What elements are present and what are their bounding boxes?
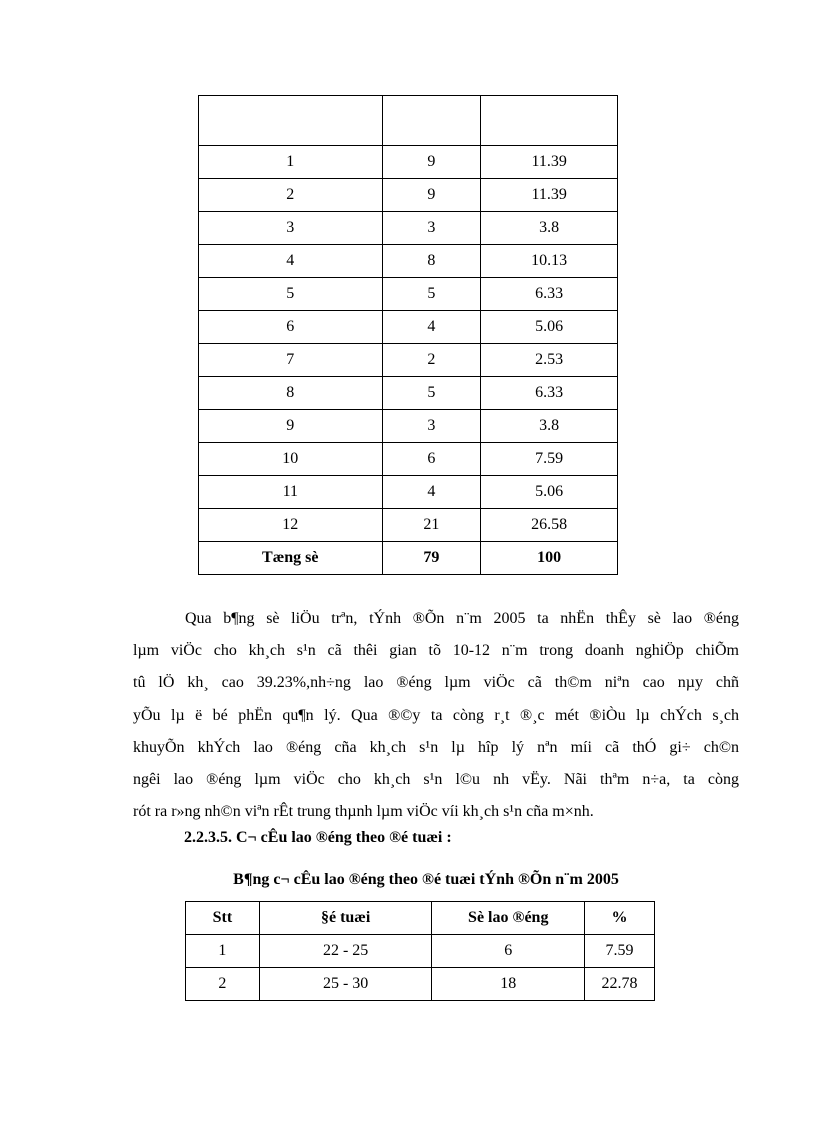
- table-row: [186, 935, 655, 968]
- table-cell: 5.06: [481, 311, 618, 344]
- table-row: [199, 146, 618, 179]
- table-cell: 18: [432, 968, 585, 1001]
- paragraph-line: Qua b¶ng sè liÖu trªn, tÝnh ®Õn n¨m 2005 ta nhËn thÊy sè lao ®éng: [185, 610, 739, 627]
- table-header-row: [186, 902, 655, 935]
- table-cell: 2.53: [481, 344, 618, 377]
- total-row: [199, 542, 618, 575]
- table-cell: 9: [382, 146, 481, 179]
- table-row: [199, 410, 618, 443]
- header-cell: [199, 96, 383, 146]
- table-cell: 25 - 30: [259, 968, 432, 1001]
- table-row: [186, 968, 655, 1001]
- table-cell: 22 - 25: [259, 935, 432, 968]
- table-cell: 7: [199, 344, 383, 377]
- staff-by-age-table: [185, 901, 655, 1001]
- table-cell: 4: [382, 311, 481, 344]
- table-caption-text: B¶ng c¬ cÊu lao ®éng theo ®é tuæi tÝnh ®Õn n¨m 2005: [233, 871, 619, 888]
- table-row: [199, 377, 618, 410]
- table-cell: 1: [199, 146, 383, 179]
- table-cell: 3: [382, 212, 481, 245]
- table-cell: 7.59: [585, 935, 655, 968]
- table-header-row: [199, 96, 618, 146]
- table-cell: 4: [199, 245, 383, 278]
- table-cell: 9: [382, 179, 481, 212]
- table-cell: 22.78: [585, 968, 655, 1001]
- table-row: [199, 476, 618, 509]
- table-row: [199, 311, 618, 344]
- analysis-paragraph: [133, 603, 739, 828]
- table-cell: 11: [199, 476, 383, 509]
- table-row: [199, 443, 618, 476]
- paragraph-line: tû lÖ kh¸ cao 39.23%,nh÷ng lao ®éng lµm viÖc cã th©m niªn cao nµy chñ: [133, 674, 739, 692]
- table-cell: 10.13: [481, 245, 618, 278]
- table-cell: 10: [199, 443, 383, 476]
- table-cell: 3: [199, 212, 383, 245]
- paragraph-line: rót ra r»ng nh©n viªn rÊt trung thµnh lµm viÖc víi kh¸ch s¹n cña m×nh.: [133, 803, 594, 821]
- header-cell: [481, 96, 618, 146]
- table-row: [199, 509, 618, 542]
- table-row: [199, 344, 618, 377]
- table-cell: 2: [186, 968, 260, 1001]
- table-caption: [0, 871, 816, 889]
- section-heading: 2.2.3.5. C¬ cÊu lao ®éng theo ®é tuæi :: [184, 829, 452, 846]
- table-cell: 2: [382, 344, 481, 377]
- table-cell: 6: [199, 311, 383, 344]
- header-cell: Stt: [186, 902, 260, 935]
- table-row: [199, 245, 618, 278]
- table-cell: 11.39: [481, 179, 618, 212]
- table-row: [199, 278, 618, 311]
- table-cell: 79: [382, 542, 481, 575]
- paragraph-line: yÕu lµ ë bé phËn qu¶n lý. Qua ®©y ta còng r¸t ®¸c mét ®iÒu lµ chÝch s¸ch: [133, 706, 739, 724]
- header-cell: §é tuæi: [259, 902, 432, 935]
- table-row: [199, 212, 618, 245]
- header-cell: [382, 96, 481, 146]
- table-cell: 6: [432, 935, 585, 968]
- table-cell: 100: [481, 542, 618, 575]
- table-cell: 6.33: [481, 377, 618, 410]
- table-cell: 3: [382, 410, 481, 443]
- table-cell: 5.06: [481, 476, 618, 509]
- paragraph-line: khuyÕn khÝch lao ®éng cña kh¸ch s¹n lµ hîp lý nªn míi cã thÓ gi÷ ch©n: [133, 738, 739, 756]
- table-cell: 5: [382, 278, 481, 311]
- table-cell: 3.8: [481, 212, 618, 245]
- table-cell: 26.58: [481, 509, 618, 542]
- table-cell: 5: [199, 278, 383, 311]
- table-cell: 8: [382, 245, 481, 278]
- table-cell: 6.33: [481, 278, 618, 311]
- table-cell: 11.39: [481, 146, 618, 179]
- table-row: [199, 179, 618, 212]
- table-cell: 9: [199, 410, 383, 443]
- table-cell: 1: [186, 935, 260, 968]
- table-cell: 12: [199, 509, 383, 542]
- header-cell: Sè lao ®éng: [432, 902, 585, 935]
- header-cell: %: [585, 902, 655, 935]
- table-cell: Tæng sè: [199, 542, 383, 575]
- table-cell: 3.8: [481, 410, 618, 443]
- table-cell: 2: [199, 179, 383, 212]
- staff-by-tenure-table: [198, 95, 618, 575]
- table-cell: 21: [382, 509, 481, 542]
- paragraph-line: lµm viÖc cho kh¸ch s¹n cã thêi gian tõ 10-12 n¨m trong doanh nghiÖp chiÕm: [133, 642, 739, 660]
- table-cell: 5: [382, 377, 481, 410]
- table-cell: 6: [382, 443, 481, 476]
- paragraph-line: ngêi lao ®éng lµm viÖc cho kh¸ch s¹n l©u nh vËy. Nãi thªm n÷a, ta còng: [133, 771, 739, 789]
- table-cell: 4: [382, 476, 481, 509]
- table-cell: 8: [199, 377, 383, 410]
- table-cell: 7.59: [481, 443, 618, 476]
